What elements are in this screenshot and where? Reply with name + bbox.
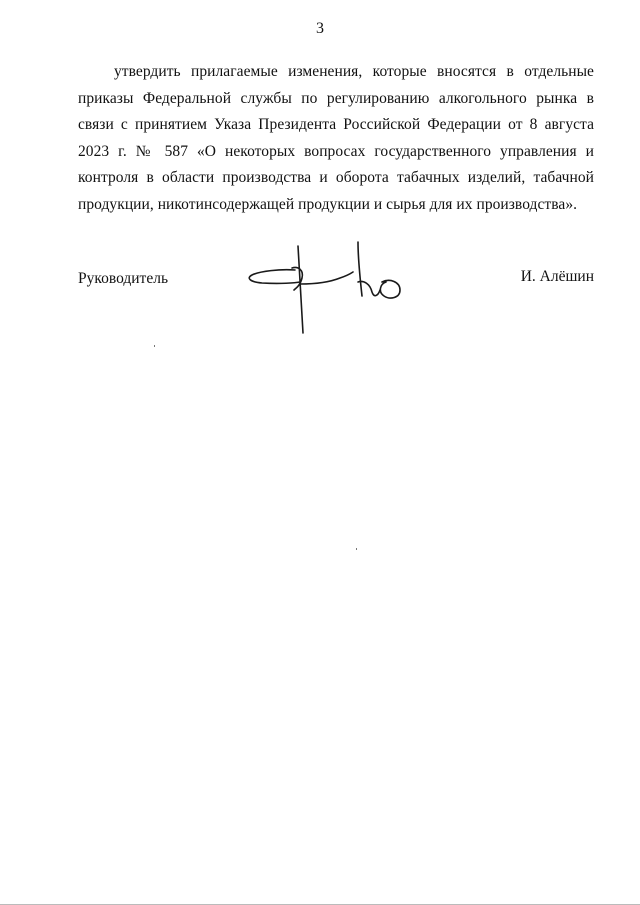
scan-speck (154, 345, 155, 347)
signatory-title: Руководитель (78, 270, 169, 287)
handwritten-signature (240, 238, 420, 338)
page-number: 3 (316, 20, 324, 37)
signatory-name: И. Алёшин (520, 268, 594, 285)
body-paragraph: утвердить прилагаемые изменения, которые вносятся в отдельные приказы Федеральной службы по регулированию алкогольного рынка в связи с принятием Указа Президента Российской Федерации от 8 августа 2023 г. № 587 «О некоторых вопросах государственного управления и контроля в области производства и оборота табачных изделий, табачной продукции, никотинсодержащей продукции и сырья для их производства». (78, 63, 594, 213)
scan-speck (356, 548, 357, 550)
